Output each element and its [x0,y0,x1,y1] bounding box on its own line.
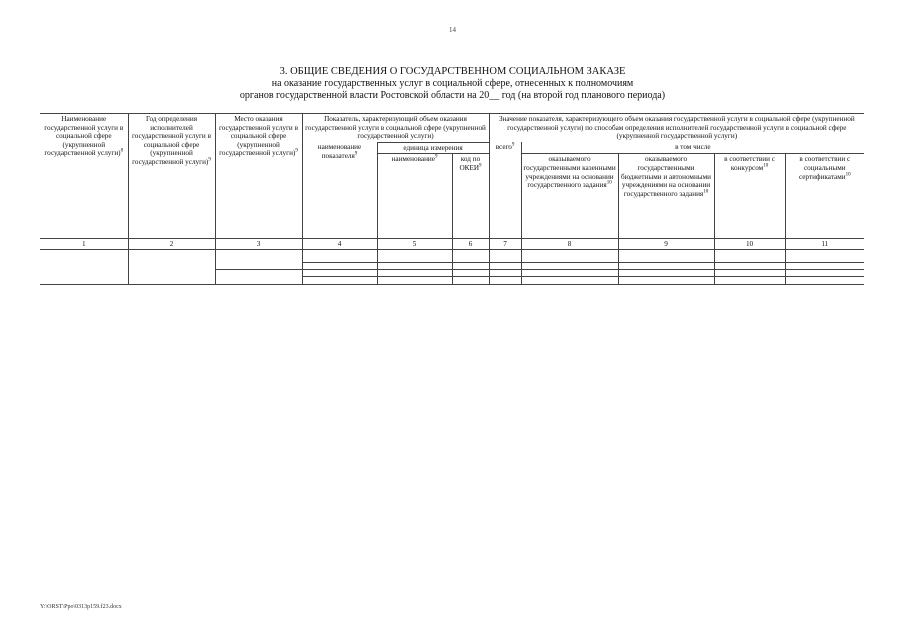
header-okei-code: код по ОКЕИ$^9$ [452,154,489,239]
header-service-name: Наименование государственной услуги в социальной сфере (укрупненной государственной услуги)$^8$ [40,114,128,239]
header-kazennye: оказываемого государственными казенными учреждениями на основании государственного задания$^{10}$ [521,154,618,239]
header-including: в том числе [521,142,864,154]
empty-cell [714,250,785,263]
empty-cell [785,277,864,285]
empty-cell [521,250,618,263]
column-number: 5 [377,239,452,250]
empty-cell [302,250,377,263]
column-number: 6 [452,239,489,250]
header-budget: оказываемого государственными бюджетными и автономными учреждениями на основании государственного задания$^{10}$ [618,154,714,239]
header-indicator-group: Показатель, характеризующий объем оказания государственной услуги в социальной сфере (укрупненной государственной услуги) [302,114,489,143]
empty-cell [618,250,714,263]
empty-cell [714,263,785,270]
empty-cell [618,277,714,285]
empty-cell [452,263,489,270]
column-number: 9 [618,239,714,250]
empty-cell [128,250,215,285]
footer-file-path: Y:\ORST\Ppo\0313p159.f23.docx [40,604,122,610]
social-order-table [40,113,864,285]
header-value-group: Значение показателя, характеризующего объем оказания государственной услуги в социальной сфере (укрупненной государственной услуги) по способам определения исполнителей государственной услуги в социальной сфере (укрупненной государственной услуги) [489,114,864,143]
empty-cell [302,277,377,285]
column-number: 1 [40,239,128,250]
empty-cell [489,263,521,270]
empty-cell [785,270,864,277]
column-number: 11 [785,239,864,250]
column-number: 8 [521,239,618,250]
empty-cell [618,270,714,277]
document-subtitle-line-1: на оказание государственных услуг в социальной сфере, отнесенных к полномочиям [271,78,634,89]
empty-cell [785,250,864,263]
header-competition: в соответствии с конкурсом$^{10}$ [714,154,785,239]
empty-cell [302,263,377,270]
empty-cell [452,277,489,285]
empty-cell [489,250,521,263]
document-subtitle-line-2: органов государственной власти Ростовской области на 20__ год (на второй год планового периода) [239,90,666,101]
header-row-1 [40,114,864,143]
empty-cell [714,277,785,285]
empty-cell [377,250,452,263]
column-number: 2 [128,239,215,250]
empty-cell [377,277,452,285]
empty-cell [714,270,785,277]
empty-cell [521,263,618,270]
empty-cell [40,250,128,285]
column-number-row [40,239,864,250]
column-number: 7 [489,239,521,250]
empty-cell [452,270,489,277]
empty-cell [521,270,618,277]
header-indicator-name: наименование показателя$^9$ [302,142,377,239]
header-unit-name: наименование$^9$ [377,154,452,239]
title-block [0,66,905,102]
table-row [40,250,864,263]
column-number: 4 [302,239,377,250]
empty-cell [489,277,521,285]
header-year: Год определения исполнителей государственной услуги в социальной сфере (укрупненной государственной услуги)$^9$ [128,114,215,239]
header-unit-group: единица измерения [377,142,489,154]
empty-cell [377,263,452,270]
empty-cell [302,270,377,277]
empty-cell [215,270,302,285]
empty-cell [521,277,618,285]
empty-cell [215,250,302,270]
header-total: всего$^9$ [489,142,521,239]
column-number: 3 [215,239,302,250]
empty-cell [377,270,452,277]
header-certificates: в соответствии с социальными сертификатами$^{10}$ [785,154,864,239]
page-number: 14 [449,26,456,34]
column-number: 10 [714,239,785,250]
header-place: Место оказания государственной услуги в социальной сфере (укрупненной государственной услуги)$^9$ [215,114,302,239]
empty-cell [489,270,521,277]
document-title: 3. ОБЩИЕ СВЕДЕНИЯ О ГОСУДАРСТВЕННОМ СОЦИАЛЬНОМ ЗАКАЗЕ [279,66,626,77]
empty-cell [452,250,489,263]
empty-cell [785,263,864,270]
empty-cell [618,263,714,270]
